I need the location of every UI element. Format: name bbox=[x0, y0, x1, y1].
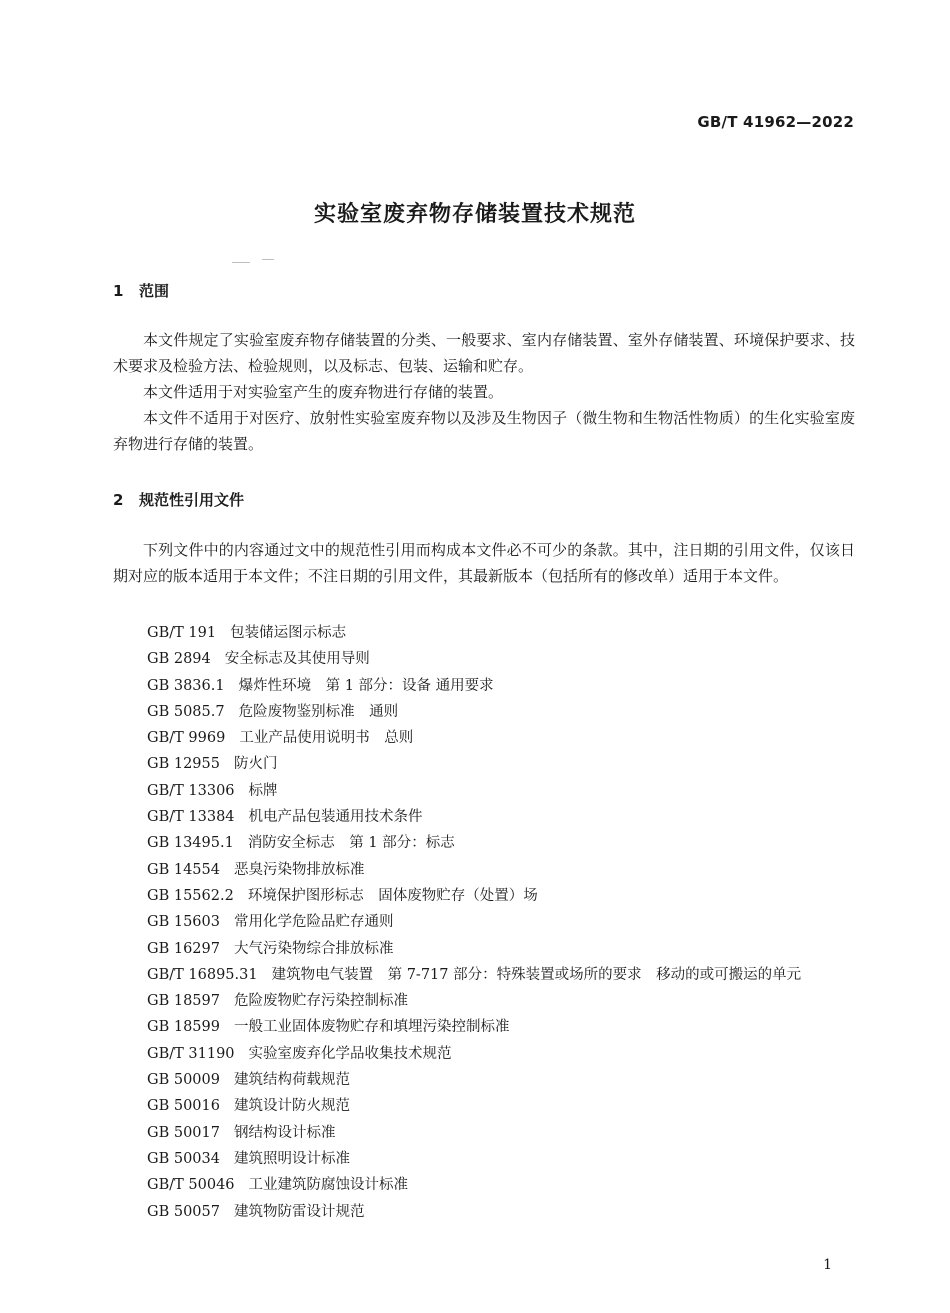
reference-item bbox=[113, 620, 855, 646]
reference-code: GB 50017 bbox=[147, 1124, 220, 1141]
reference-code: GB 14554 bbox=[147, 861, 220, 878]
section-2-heading bbox=[113, 489, 244, 510]
reference-title: 建筑物防雷设计规范 bbox=[233, 1203, 365, 1220]
section-title: 范围 bbox=[139, 282, 170, 300]
reference-code: GB 50057 bbox=[147, 1203, 220, 1220]
section-title: 规范性引用文件 bbox=[139, 491, 245, 509]
reference-item bbox=[113, 857, 855, 883]
reference-code: GB 50009 bbox=[147, 1072, 220, 1089]
page-number: 1 bbox=[823, 1257, 832, 1273]
reference-code: GB 12955 bbox=[147, 756, 220, 773]
reference-item bbox=[113, 962, 855, 988]
reference-title: 危险废物鉴别标准 通则 bbox=[238, 703, 399, 720]
section-2-intro: 下列文件中的内容通过文中的规范性引用而构成本文件必不可少的条款。其中，注日期的引用文件，仅该日期对应的版本适用于本文件；不注日期的引用文件，其最新版本（包括所有的修改单）适用于本文件。 bbox=[113, 541, 855, 585]
reference-item bbox=[113, 988, 855, 1014]
reference-item bbox=[113, 1120, 855, 1146]
reference-item bbox=[113, 673, 855, 699]
reference-item bbox=[113, 936, 855, 962]
reference-title: 爆炸性环境 第 1 部分：设备 通用要求 bbox=[238, 677, 494, 694]
reference-code: GB 15562.2 bbox=[147, 887, 234, 904]
section-number: 2 bbox=[113, 491, 124, 509]
reference-title: 机电产品包装通用技术条件 bbox=[248, 809, 423, 826]
reference-list bbox=[113, 620, 855, 1225]
reference-title: 包装储运图示标志 bbox=[230, 625, 347, 641]
reference-code: GB 2894 bbox=[147, 651, 211, 668]
reference-code: GB/T 16895.31 bbox=[147, 966, 258, 983]
reference-title: 消防安全标志 第 1 部分：标志 bbox=[247, 835, 455, 852]
reference-title: 建筑物电气装置 第 7-717 部分：特殊装置或场所的要求 移动的或可搬运的单元 bbox=[271, 966, 802, 983]
reference-code: GB 50016 bbox=[147, 1098, 220, 1115]
reference-code: GB 18599 bbox=[147, 1019, 220, 1036]
reference-code: GB/T 13384 bbox=[147, 809, 235, 826]
reference-code: GB/T 191 bbox=[147, 625, 217, 641]
reference-item bbox=[113, 725, 855, 751]
reference-item bbox=[113, 646, 855, 672]
document-title: 实验室废弃物存储装置技术规范 bbox=[313, 202, 636, 227]
reference-title: 工业产品使用说明书 总则 bbox=[239, 730, 414, 747]
reference-item bbox=[113, 1146, 855, 1172]
reference-item bbox=[113, 1093, 855, 1119]
reference-title: 大气污染物综合排放标准 bbox=[233, 940, 394, 957]
reference-title: 建筑结构荷载规范 bbox=[233, 1072, 350, 1089]
reference-code: GB 15603 bbox=[147, 914, 220, 931]
reference-item bbox=[113, 778, 855, 804]
reference-title: 一般工业固体废物贮存和填埋污染控制标准 bbox=[233, 1019, 510, 1036]
reference-title: 常用化学危险品贮存通则 bbox=[233, 914, 394, 931]
reference-item bbox=[113, 1067, 855, 1093]
reference-item bbox=[113, 830, 855, 856]
reference-title: 恶臭污染物排放标准 bbox=[233, 861, 365, 878]
reference-code: GB/T 31190 bbox=[147, 1045, 235, 1062]
reference-title: 标牌 bbox=[248, 782, 278, 799]
reference-code: GB 16297 bbox=[147, 940, 220, 957]
reference-item bbox=[113, 1199, 855, 1225]
scan-smudge bbox=[232, 262, 250, 263]
section-1-paragraph: 本文件规定了实验室废弃物存储装置的分类、一般要求、室内存储装置、室外存储装置、环境保护要求、技术要求及检验方法、检验规则，以及标志、包装、运输和贮存。 bbox=[113, 331, 855, 375]
reference-code: GB/T 9969 bbox=[147, 730, 226, 747]
reference-title: 实验室废弃化学品收集技术规范 bbox=[248, 1045, 452, 1062]
reference-code: GB/T 13306 bbox=[147, 782, 235, 799]
reference-title: 危险废物贮存污染控制标准 bbox=[233, 993, 408, 1010]
reference-item bbox=[113, 1041, 855, 1067]
reference-title: 建筑设计防火规范 bbox=[233, 1098, 350, 1115]
standard-code: GB/T 41962—2022 bbox=[697, 113, 854, 131]
reference-item bbox=[113, 909, 855, 935]
scan-smudge bbox=[262, 259, 274, 260]
reference-title: 防火门 bbox=[233, 756, 278, 773]
reference-item bbox=[113, 699, 855, 725]
reference-code: GB 3836.1 bbox=[147, 677, 225, 694]
reference-item bbox=[113, 1014, 855, 1040]
reference-title: 环境保护图形标志 固体废物贮存（处置）场 bbox=[247, 887, 538, 904]
section-number: 1 bbox=[113, 282, 124, 300]
reference-title: 安全标志及其使用导则 bbox=[224, 651, 370, 668]
section-1-heading bbox=[113, 280, 169, 301]
reference-title: 建筑照明设计标准 bbox=[233, 1150, 350, 1167]
section-1-paragraph: 本文件不适用于对医疗、放射性实验室废弃物以及涉及生物因子（微生物和生物活性物质）的生化实验室废弃物进行存储的装置。 bbox=[113, 409, 855, 453]
reference-code: GB 5085.7 bbox=[147, 703, 225, 720]
reference-code: GB 50034 bbox=[147, 1150, 220, 1167]
reference-item bbox=[113, 804, 855, 830]
reference-item bbox=[113, 1172, 855, 1198]
section-1-paragraph: 本文件适用于对实验室产生的废弃物进行存储的装置。 bbox=[143, 383, 504, 401]
reference-item bbox=[113, 883, 855, 909]
reference-title: 钢结构设计标准 bbox=[233, 1124, 336, 1141]
reference-title: 工业建筑防腐蚀设计标准 bbox=[248, 1177, 409, 1194]
reference-item bbox=[113, 751, 855, 777]
reference-code: GB 13495.1 bbox=[147, 835, 234, 852]
reference-code: GB/T 50046 bbox=[147, 1177, 235, 1194]
reference-code: GB 18597 bbox=[147, 993, 220, 1010]
